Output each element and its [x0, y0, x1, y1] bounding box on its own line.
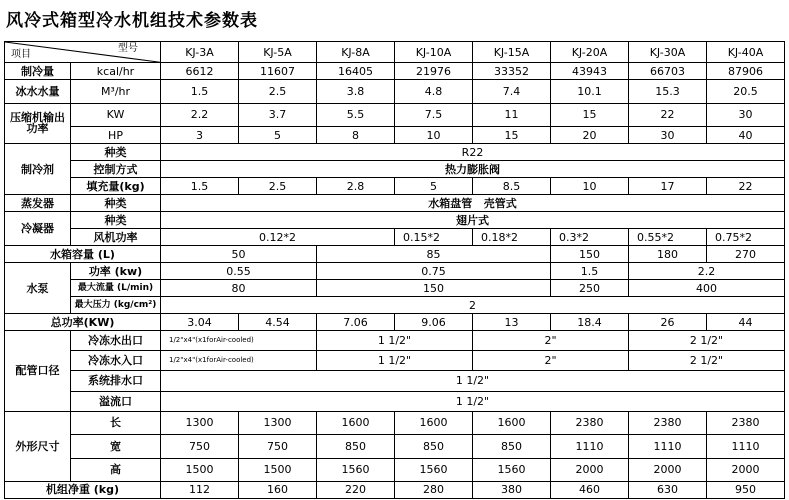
pipe-inlet-value: 1/2"x4"(x1forAir-cooled)	[161, 351, 317, 371]
weight-value: 460	[551, 481, 629, 498]
page-title: 风冷式箱型冷水机组技术参数表	[6, 11, 258, 31]
pipe-drain-row	[5, 371, 785, 391]
dims-width-value: 1110	[551, 435, 629, 458]
pipe-overflow-label: 溢流口	[71, 391, 161, 411]
dims-height-label: 高	[71, 458, 161, 481]
pipe-inlet-label: 冷冻水入口	[71, 351, 161, 371]
pump-flow-value: 250	[551, 280, 629, 297]
cooling-value: 16405	[317, 63, 395, 80]
tank-value: 50	[161, 246, 317, 263]
condenser-type-label: 种类	[71, 212, 161, 229]
condenser-fan-value: 0.15*2	[395, 229, 473, 246]
dims-height-value: 1500	[239, 458, 317, 481]
compressor-kw-value: 2.2	[161, 103, 239, 126]
total-power-value: 9.06	[395, 314, 473, 331]
pump-power-row	[5, 263, 785, 280]
tank-value: 270	[707, 246, 785, 263]
refrigerant-label: 制冷剂	[5, 144, 71, 195]
cooling-row	[5, 63, 785, 80]
pipe-outlet-value: 1/2"x4"(x1forAir-cooled)	[161, 331, 317, 351]
dims-length-value: 1600	[473, 411, 551, 434]
chilled-water-unit: M³/hr	[71, 80, 161, 103]
chilled-water-value: 1.5	[161, 80, 239, 103]
refrigerant-control-value: 热力膨胀阀	[161, 161, 785, 178]
refrigerant-charge-value: 8.5	[473, 178, 551, 195]
refrigerant-charge-value: 10	[551, 178, 629, 195]
chilled-water-value: 10.1	[551, 80, 629, 103]
pump-pressure-row	[5, 297, 785, 314]
dims-height-value: 1560	[395, 458, 473, 481]
dims-height-value: 1560	[473, 458, 551, 481]
compressor-kw-row	[5, 103, 785, 126]
chilled-water-value: 2.5	[239, 80, 317, 103]
model-header: KJ-40A	[707, 42, 785, 63]
total-power-label: 总功率(KW)	[5, 314, 161, 331]
dims-width-row	[5, 435, 785, 458]
pump-power-value: 1.5	[551, 263, 629, 280]
refrigerant-charge-value: 2.8	[317, 178, 395, 195]
dims-length-label: 长	[71, 411, 161, 434]
refrigerant-charge-row	[5, 178, 785, 195]
compressor-hp-value: 3	[161, 127, 239, 144]
pipe-overflow-row	[5, 391, 785, 411]
dims-width-value: 850	[317, 435, 395, 458]
condenser-fan-value: 0.75*2	[707, 229, 785, 246]
chilled-water-row	[5, 80, 785, 103]
tank-value: 180	[629, 246, 707, 263]
dims-width-value: 1110	[707, 435, 785, 458]
model-header: KJ-15A	[473, 42, 551, 63]
chilled-water-value: 3.8	[317, 80, 395, 103]
compressor-hp-value: 30	[629, 127, 707, 144]
compressor-hp-value: 10	[395, 127, 473, 144]
pipe-label: 配管口径	[5, 331, 71, 412]
dims-width-value: 750	[161, 435, 239, 458]
condenser-fan-label: 风机功率	[71, 229, 161, 246]
refrigerant-type-value: R22	[161, 144, 785, 161]
model-header: KJ-8A	[317, 42, 395, 63]
chilled-water-value: 20.5	[707, 80, 785, 103]
pump-power-value: 2.2	[629, 263, 785, 280]
dims-height-value: 2000	[551, 458, 629, 481]
tank-value: 150	[551, 246, 629, 263]
dims-height-value: 2000	[629, 458, 707, 481]
compressor-kw-value: 7.5	[395, 103, 473, 126]
total-power-row	[5, 314, 785, 331]
cooling-value: 87906	[707, 63, 785, 80]
weight-value: 220	[317, 481, 395, 498]
dims-length-value: 2380	[629, 411, 707, 434]
total-power-value: 18.4	[551, 314, 629, 331]
refrigerant-type-row	[5, 144, 785, 161]
chilled-water-label: 冰水水量	[5, 80, 71, 103]
pipe-drain-label: 系统排水口	[71, 371, 161, 391]
header-row	[5, 42, 785, 63]
compressor-hp-value: 5	[239, 127, 317, 144]
dims-label: 外形尺寸	[5, 411, 71, 481]
cooling-value: 11607	[239, 63, 317, 80]
compressor-hp-value: 20	[551, 127, 629, 144]
pipe-inlet-value: 2 1/2"	[629, 351, 785, 371]
evaporator-type-label: 种类	[71, 195, 161, 212]
compressor-hp-unit: HP	[71, 127, 161, 144]
pump-power-value: 0.75	[317, 263, 551, 280]
dims-width-value: 850	[395, 435, 473, 458]
compressor-kw-value: 11	[473, 103, 551, 126]
dims-height-value: 1560	[317, 458, 395, 481]
refrigerant-charge-value: 5	[395, 178, 473, 195]
pump-label: 水泵	[5, 263, 71, 314]
evaporator-type-value: 水箱盘管 壳管式	[161, 195, 785, 212]
tank-label: 水箱容量 (L)	[5, 246, 161, 263]
condenser-fan-value: 0.18*2	[473, 229, 551, 246]
condenser-type-row	[5, 212, 785, 229]
pipe-inlet-value: 1 1/2"	[317, 351, 473, 371]
model-header: KJ-30A	[629, 42, 707, 63]
condenser-label: 冷凝器	[5, 212, 71, 246]
weight-value: 280	[395, 481, 473, 498]
condenser-type-value: 翅片式	[161, 212, 785, 229]
cooling-value: 66703	[629, 63, 707, 80]
dims-width-label: 宽	[71, 435, 161, 458]
dims-width-value: 1110	[629, 435, 707, 458]
pipe-outlet-label: 冷冻水出口	[71, 331, 161, 351]
total-power-value: 4.54	[239, 314, 317, 331]
compressor-kw-value: 5.5	[317, 103, 395, 126]
pump-flow-label: 最大流量 (L/min)	[71, 280, 161, 297]
pipe-outlet-value: 2 1/2"	[629, 331, 785, 351]
compressor-hp-value: 15	[473, 127, 551, 144]
weight-label: 机组净重 (kg)	[5, 481, 161, 498]
pipe-outlet-value: 1 1/2"	[317, 331, 473, 351]
evaporator-label: 蒸发器	[5, 195, 71, 212]
dims-length-row	[5, 411, 785, 434]
dims-height-value: 2000	[707, 458, 785, 481]
cooling-value: 21976	[395, 63, 473, 80]
header-item-label: 项目	[11, 49, 31, 61]
header-model-label: 型号	[118, 43, 138, 54]
pump-flow-value: 80	[161, 280, 317, 297]
weight-value: 630	[629, 481, 707, 498]
spec-table	[4, 41, 785, 499]
chilled-water-value: 15.3	[629, 80, 707, 103]
refrigerant-charge-label: 填充量(kg)	[71, 178, 161, 195]
pipe-inlet-value: 2"	[473, 351, 629, 371]
dims-length-value: 1300	[161, 411, 239, 434]
dims-length-value: 2380	[707, 411, 785, 434]
cooling-unit: kcal/hr	[71, 63, 161, 80]
compressor-hp-row	[5, 127, 785, 144]
total-power-value: 3.04	[161, 314, 239, 331]
compressor-kw-value: 30	[707, 103, 785, 126]
evaporator-row	[5, 195, 785, 212]
pump-pressure-label: 最大压力 (kg/cm²)	[71, 297, 161, 314]
model-header: KJ-10A	[395, 42, 473, 63]
compressor-kw-value: 15	[551, 103, 629, 126]
model-header: KJ-3A	[161, 42, 239, 63]
pump-power-label: 功率 (kw)	[71, 263, 161, 280]
compressor-label: 压缩机输出功率	[5, 103, 71, 143]
condenser-fan-value: 0.12*2	[161, 229, 395, 246]
chilled-water-value: 7.4	[473, 80, 551, 103]
cooling-value: 6612	[161, 63, 239, 80]
weight-value: 950	[707, 481, 785, 498]
compressor-kw-unit: KW	[71, 103, 161, 126]
pump-pressure-value: 2	[161, 297, 785, 314]
pump-flow-row	[5, 280, 785, 297]
pump-power-value: 0.55	[161, 263, 317, 280]
total-power-value: 44	[707, 314, 785, 331]
refrigerant-charge-value: 17	[629, 178, 707, 195]
compressor-hp-value: 8	[317, 127, 395, 144]
refrigerant-control-row	[5, 161, 785, 178]
dims-length-value: 2380	[551, 411, 629, 434]
condenser-fan-value: 0.55*2	[629, 229, 707, 246]
dims-length-value: 1600	[317, 411, 395, 434]
dims-length-value: 1600	[395, 411, 473, 434]
pump-flow-value: 400	[629, 280, 785, 297]
refrigerant-control-label: 控制方式	[71, 161, 161, 178]
pipe-drain-value: 1 1/2"	[161, 371, 785, 391]
refrigerant-charge-value: 22	[707, 178, 785, 195]
refrigerant-charge-value: 1.5	[161, 178, 239, 195]
dims-height-row	[5, 458, 785, 481]
header-corner-cell	[5, 42, 161, 63]
pipe-overflow-value: 1 1/2"	[161, 391, 785, 411]
compressor-kw-value: 3.7	[239, 103, 317, 126]
model-header: KJ-20A	[551, 42, 629, 63]
pipe-outlet-row	[5, 331, 785, 351]
dims-width-value: 850	[473, 435, 551, 458]
refrigerant-type-label: 种类	[71, 144, 161, 161]
total-power-value: 7.06	[317, 314, 395, 331]
dims-width-value: 750	[239, 435, 317, 458]
tank-row	[5, 246, 785, 263]
dims-height-value: 1500	[161, 458, 239, 481]
refrigerant-charge-value: 2.5	[239, 178, 317, 195]
condenser-fan-row	[5, 229, 785, 246]
compressor-hp-value: 40	[707, 127, 785, 144]
pipe-outlet-value: 2"	[473, 331, 629, 351]
weight-value: 160	[239, 481, 317, 498]
dims-length-value: 1300	[239, 411, 317, 434]
pump-flow-value: 150	[317, 280, 551, 297]
weight-value: 112	[161, 481, 239, 498]
weight-row	[5, 481, 785, 498]
condenser-fan-value: 0.3*2	[551, 229, 629, 246]
cooling-value: 33352	[473, 63, 551, 80]
total-power-value: 26	[629, 314, 707, 331]
tank-value: 85	[317, 246, 551, 263]
model-header: KJ-5A	[239, 42, 317, 63]
chilled-water-value: 4.8	[395, 80, 473, 103]
cooling-value: 43943	[551, 63, 629, 80]
total-power-value: 13	[473, 314, 551, 331]
cooling-label: 制冷量	[5, 63, 71, 80]
weight-value: 380	[473, 481, 551, 498]
compressor-kw-value: 22	[629, 103, 707, 126]
pipe-inlet-row	[5, 351, 785, 371]
